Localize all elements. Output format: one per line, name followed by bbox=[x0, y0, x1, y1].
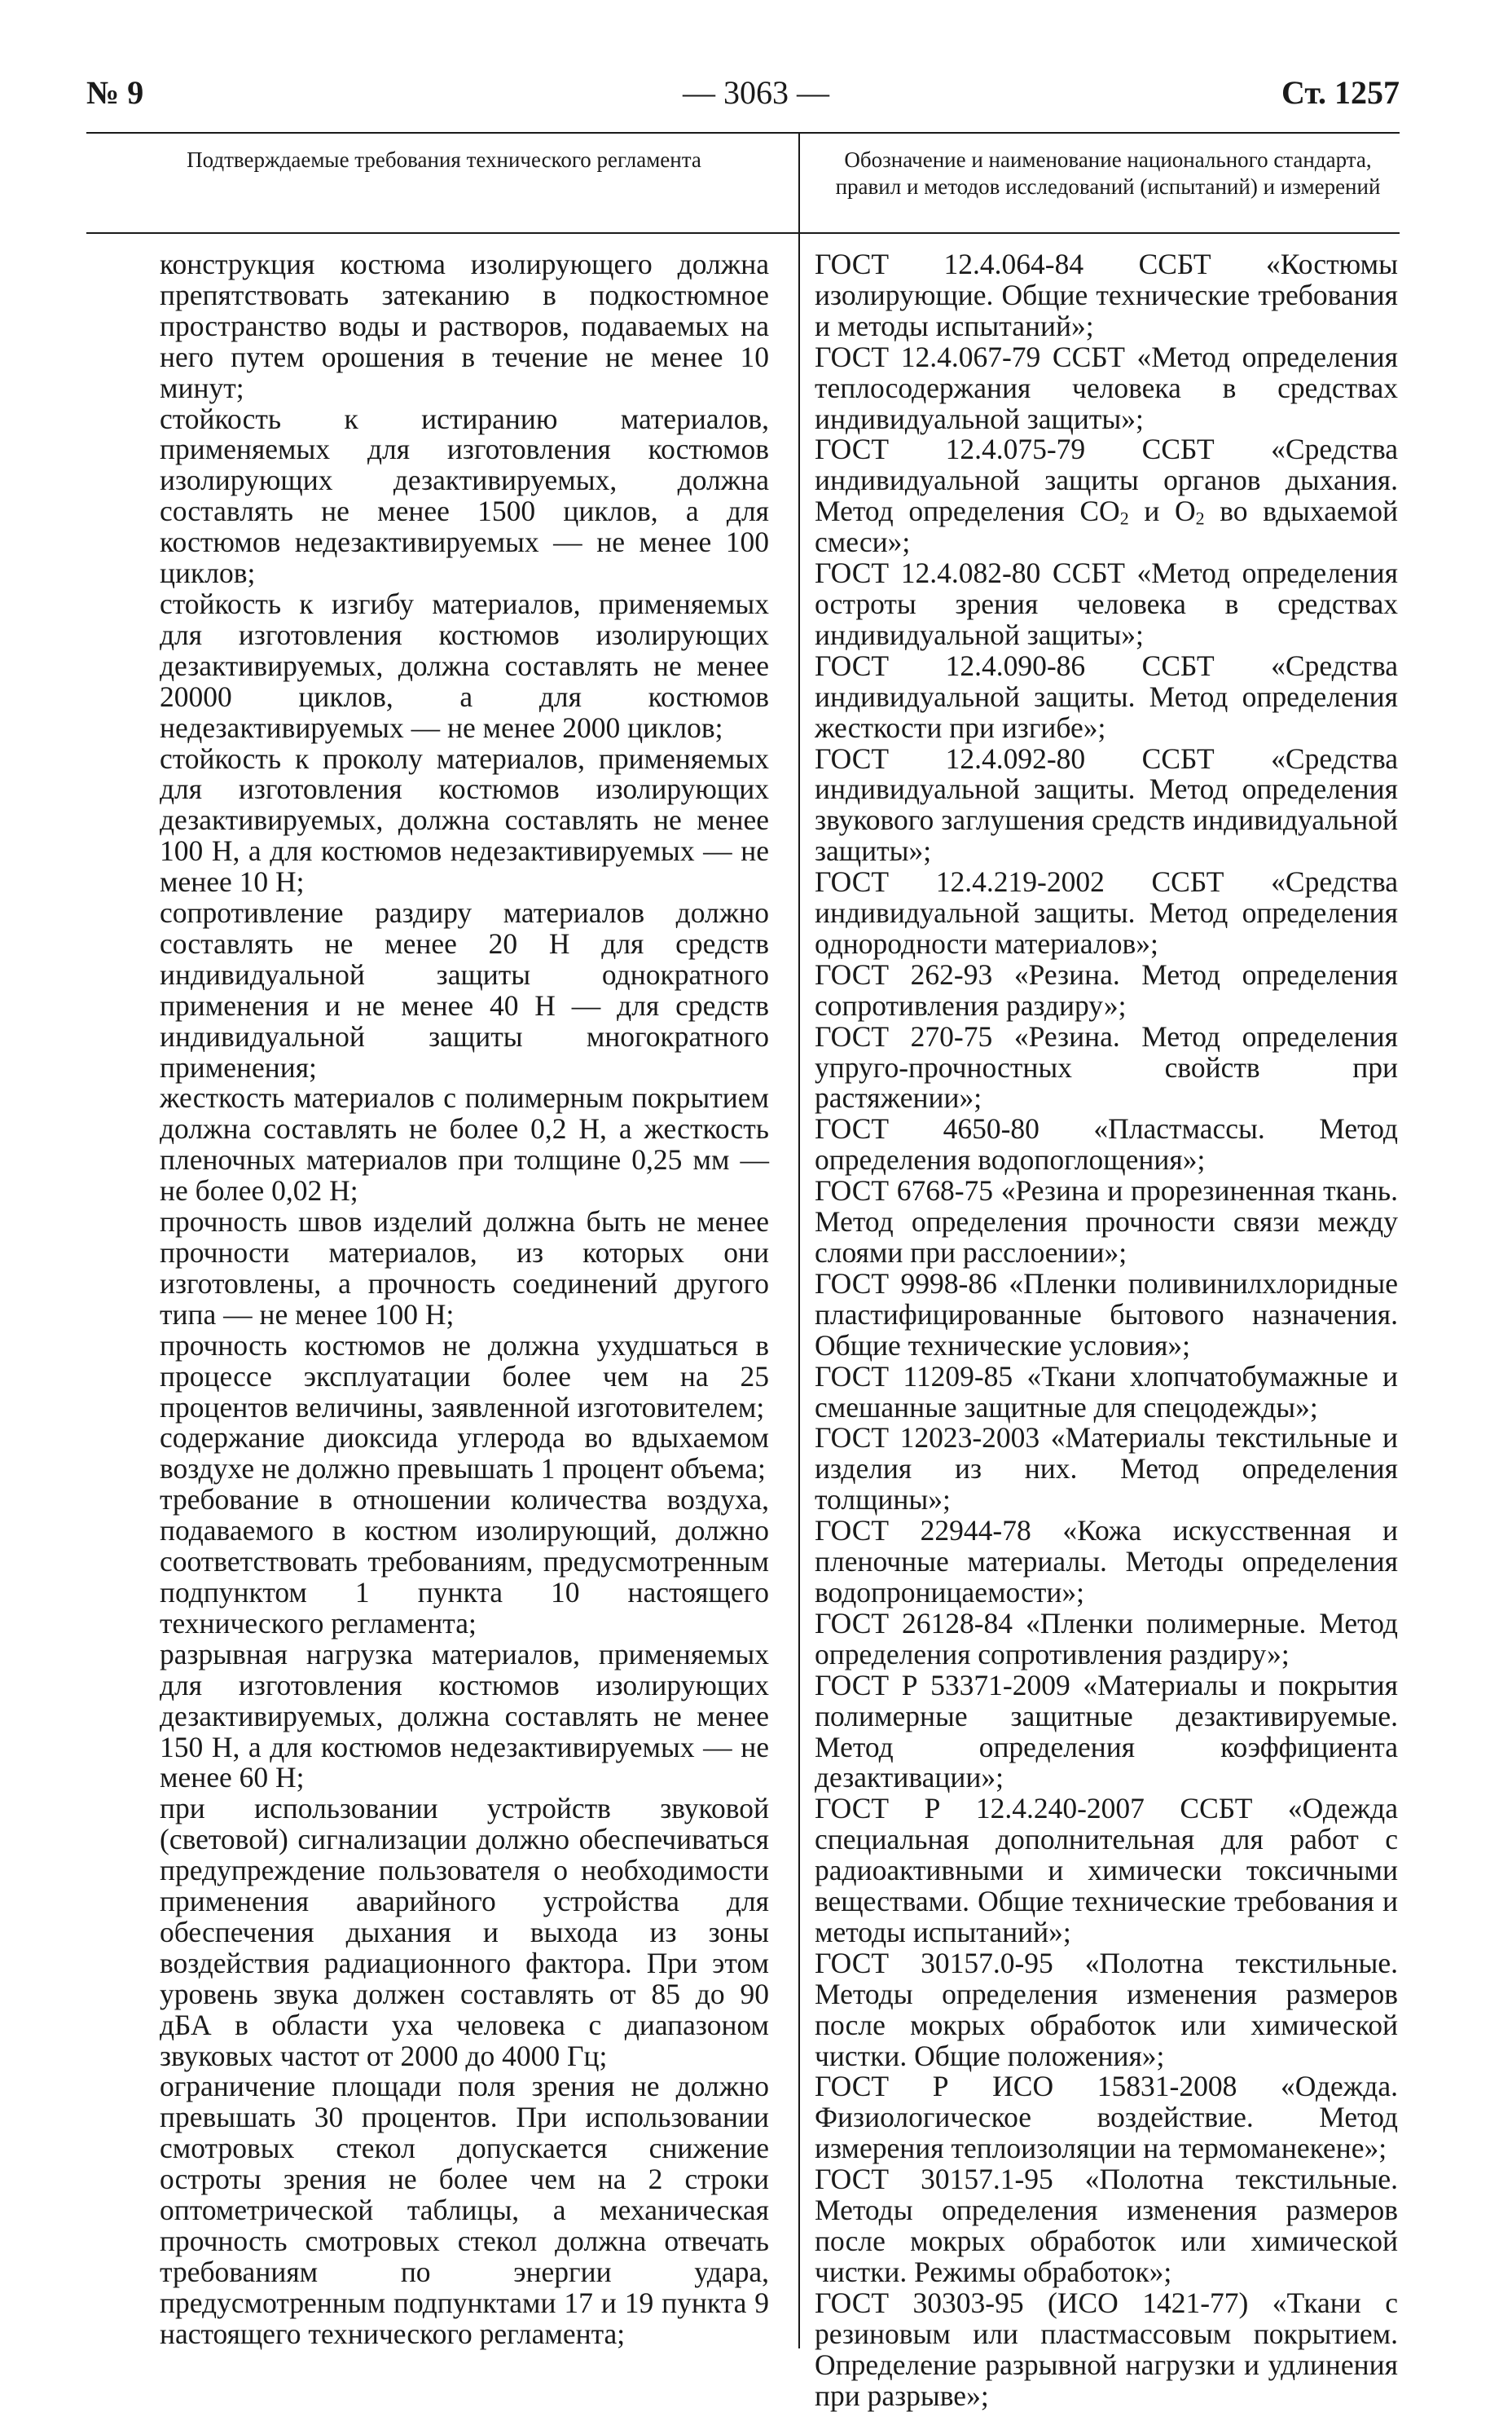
subscript: 2 bbox=[1195, 508, 1205, 529]
requirement-item: жесткость материалов с полимерным покрытием должна составлять не более 0,2 Н, а жесткость пленочных материалов при толщине 0,25 мм — не более 0,02 Н; bbox=[160, 1081, 769, 1208]
column-header-standards: Обозначение и наименование национального стандарта, правил и методов исследований (испытаний) и измерений bbox=[835, 147, 1381, 199]
standard-item: ГОСТ 12.4.090-86 ССБТ «Средства индивидуальной защиты. Метод определения жесткости при изгибе»; bbox=[815, 649, 1398, 744]
standard-item: ГОСТ 30157.0-95 «Полотна текстильные. Методы определения изменения размеров после мокрых обработок или химической чистки. Общие положения»; bbox=[815, 1946, 1398, 2072]
article-number: Ст. 1257 bbox=[1281, 74, 1400, 111]
issue-number: № 9 bbox=[86, 74, 144, 111]
standard-item: ГОСТ 12.4.064-84 ССБТ «Костюмы изолирующие. Общие технические требования и методы испытаний»; bbox=[815, 248, 1398, 342]
standards-column bbox=[815, 249, 1398, 2411]
standard-item: ГОСТ Р ИСО 15831-2008 «Одежда. Физиологическое воздействие. Метод измерения теплоизоляции на термоманекене»; bbox=[815, 2070, 1398, 2165]
standard-item: ГОСТ 12.4.067-79 ССБТ «Метод определения теплосодержания человека в средствах индивидуальной защиты»; bbox=[815, 340, 1398, 435]
standard-item: ГОСТ 30303-95 (ИСО 1421-77) «Ткани с резиновым или пластмассовым покрытием. Определение разрывной нагрузки и удлинения при разрыве»; bbox=[815, 2286, 1398, 2412]
standard-item: ГОСТ Р 53371-2009 «Материалы и покрытия полимерные защитные дезактивируемые. Метод определения коэффициента дезактивации»; bbox=[815, 1668, 1398, 1794]
requirement-item: прочность швов изделий должна быть не менее прочности материалов, из которых они изготовлены, а прочность соединений другого типа — не менее 100 Н; bbox=[160, 1205, 769, 1331]
standard-item: ГОСТ 12.4.219-2002 ССБТ «Средства индивидуальной защиты. Метод определения однородности материалов»; bbox=[815, 865, 1398, 960]
requirement-item: конструкция костюма изолирующего должна препятствовать затеканию в подкостюмное пространство воды и растворов, подаваемых на него путем орошения в течение не менее 10 минут; bbox=[160, 248, 769, 404]
subscript: 2 bbox=[1119, 508, 1129, 529]
standard-item: ГОСТ 11209-85 «Ткани хлопчатобумажные и смешанные защитные для спецодежды»; bbox=[815, 1359, 1398, 1424]
standard-item: ГОСТ 22944-78 «Кожа искусственная и пленочные материалы. Методы определения водопроницаемости»; bbox=[815, 1514, 1398, 1609]
column-header-requirements: Подтверждаемые требования технического регламента bbox=[187, 147, 701, 172]
standard-item: ГОСТ 12.4.092-80 ССБТ «Средства индивидуальной защиты. Метод определения звукового заглушения средств индивидуальной защиты»; bbox=[815, 742, 1398, 868]
standard-text: ГОСТ 12.4.075-79 ССБТ «Средства индивидуальной защиты органов дыхания. Метод определения СО bbox=[815, 433, 1398, 528]
standard-item: ГОСТ 4650-80 «Пластмассы. Метод определения водопоглощения»; bbox=[815, 1112, 1398, 1177]
standard-item: ГОСТ 30157.1-95 «Полотна текстильные. Методы определения изменения размеров после мокрых обработок или химической чистки. Режимы обработок»; bbox=[815, 2163, 1398, 2288]
standard-item: ГОСТ Р 12.4.240-2007 ССБТ «Одежда специальная дополнительная для работ с радиоактивными и химически токсичными веществами. Общие технические требования и методы испытаний»; bbox=[815, 1792, 1398, 1948]
requirement-item: содержание диоксида углерода во вдыхаемом воздухе не должно превышать 1 процент объема; bbox=[160, 1421, 769, 1485]
standard-item: ГОСТ 270-75 «Резина. Метод определения упруго-прочностных свойств при растяжении»; bbox=[815, 1019, 1398, 1115]
requirement-item: стойкость к проколу материалов, применяемых для изготовления костюмов изолирующих дезактивируемых, должна составлять не менее 100 Н, а для костюмов недезактивируемых — не менее 10 Н; bbox=[160, 742, 769, 899]
standard-text: во вдыхаемой смеси»; bbox=[815, 495, 1399, 559]
requirement-item: стойкость к изгибу материалов, применяемых для изготовления костюмов изолирующих дезактивируемых, должна составлять не менее 20000 циклов, а для костюмов недезактивируемых — не менее 2000 циклов; bbox=[160, 587, 769, 744]
standard-item: ГОСТ 6768-75 «Резина и прорезиненная ткань. Метод определения прочности связи между слоями при расслоении»; bbox=[815, 1174, 1398, 1269]
requirement-item: при использовании устройств звуковой (световой) сигнализации должно обеспечиваться предупреждение пользователя о необходимости применения аварийного устройства для обеспечения дыхания и выхода из зоны воздействия радиационного фактора. При этом уровень звука должен составлять от 85 до 90 дБА в области уха человека с диапазоном звуковых частот от 2000 до 4000 Гц; bbox=[160, 1792, 769, 2072]
requirement-item: разрывная нагрузка материалов, применяемых для изготовления костюмов изолирующих дезактивируемых, должна составлять не менее 150 Н, а для костюмов недезактивируемых — не менее 60 Н; bbox=[160, 1637, 769, 1794]
standard-item: ГОСТ 262-93 «Резина. Метод определения сопротивления раздиру»; bbox=[815, 957, 1398, 1022]
page-number: — 3063 — bbox=[683, 74, 829, 111]
table-header-rule bbox=[86, 232, 1400, 234]
requirement-item: прочность костюмов не должна ухудшаться в процессе эксплуатации более чем на 25 процентов величины, заявленной изготовителем; bbox=[160, 1328, 769, 1424]
standard-text: и О bbox=[1128, 495, 1196, 528]
requirement-item: требование в отношении количества воздуха, подаваемого в костюм изолирующий, должно соответствовать требованиям, предусмотренным подпунктом 1 пункта 10 настоящего технического регламента; bbox=[160, 1483, 769, 1640]
standard-item bbox=[815, 434, 1398, 558]
requirement-item: сопротивление раздиру материалов должно составлять не менее 20 Н для средств индивидуальной защиты однократного применения и не менее 40 Н — для средств индивидуальной защиты многократного применения; bbox=[160, 896, 769, 1084]
standard-item: ГОСТ 9998-86 «Пленки поливинилхлоридные пластифицированные бытового назначения. Общие технические условия»; bbox=[815, 1266, 1398, 1362]
standard-item: ГОСТ 12.4.082-80 ССБТ «Метод определения остроты зрения человека в средствах индивидуальной защиты»; bbox=[815, 557, 1398, 651]
table-top-rule bbox=[86, 132, 1400, 134]
requirements-column bbox=[160, 249, 769, 2350]
requirement-item: стойкость к истиранию материалов, применяемых для изготовления костюмов изолирующих дезактивируемых, должна составлять не менее 1500 циклов, а для костюмов недезактивируемых — не менее 100 циклов; bbox=[160, 402, 769, 590]
requirement-item: ограничение площади поля зрения не должно превышать 30 процентов. При использовании смотровых стекол допускается снижение остроты зрения не более чем на 2 строки оптометрической таблицы, а механическая прочность смотровых стекол должна отвечать требованиям по энергии удара, предусмотренным подпунктами 17 и 19 пункта 9 настоящего технического регламента; bbox=[160, 2070, 769, 2350]
column-divider bbox=[798, 132, 800, 2348]
standard-item: ГОСТ 12023-2003 «Материалы текстильные и изделия из них. Метод определения толщины»; bbox=[815, 1421, 1398, 1516]
standard-item: ГОСТ 26128-84 «Пленки полимерные. Метод определения сопротивления раздиру»; bbox=[815, 1606, 1398, 1670]
